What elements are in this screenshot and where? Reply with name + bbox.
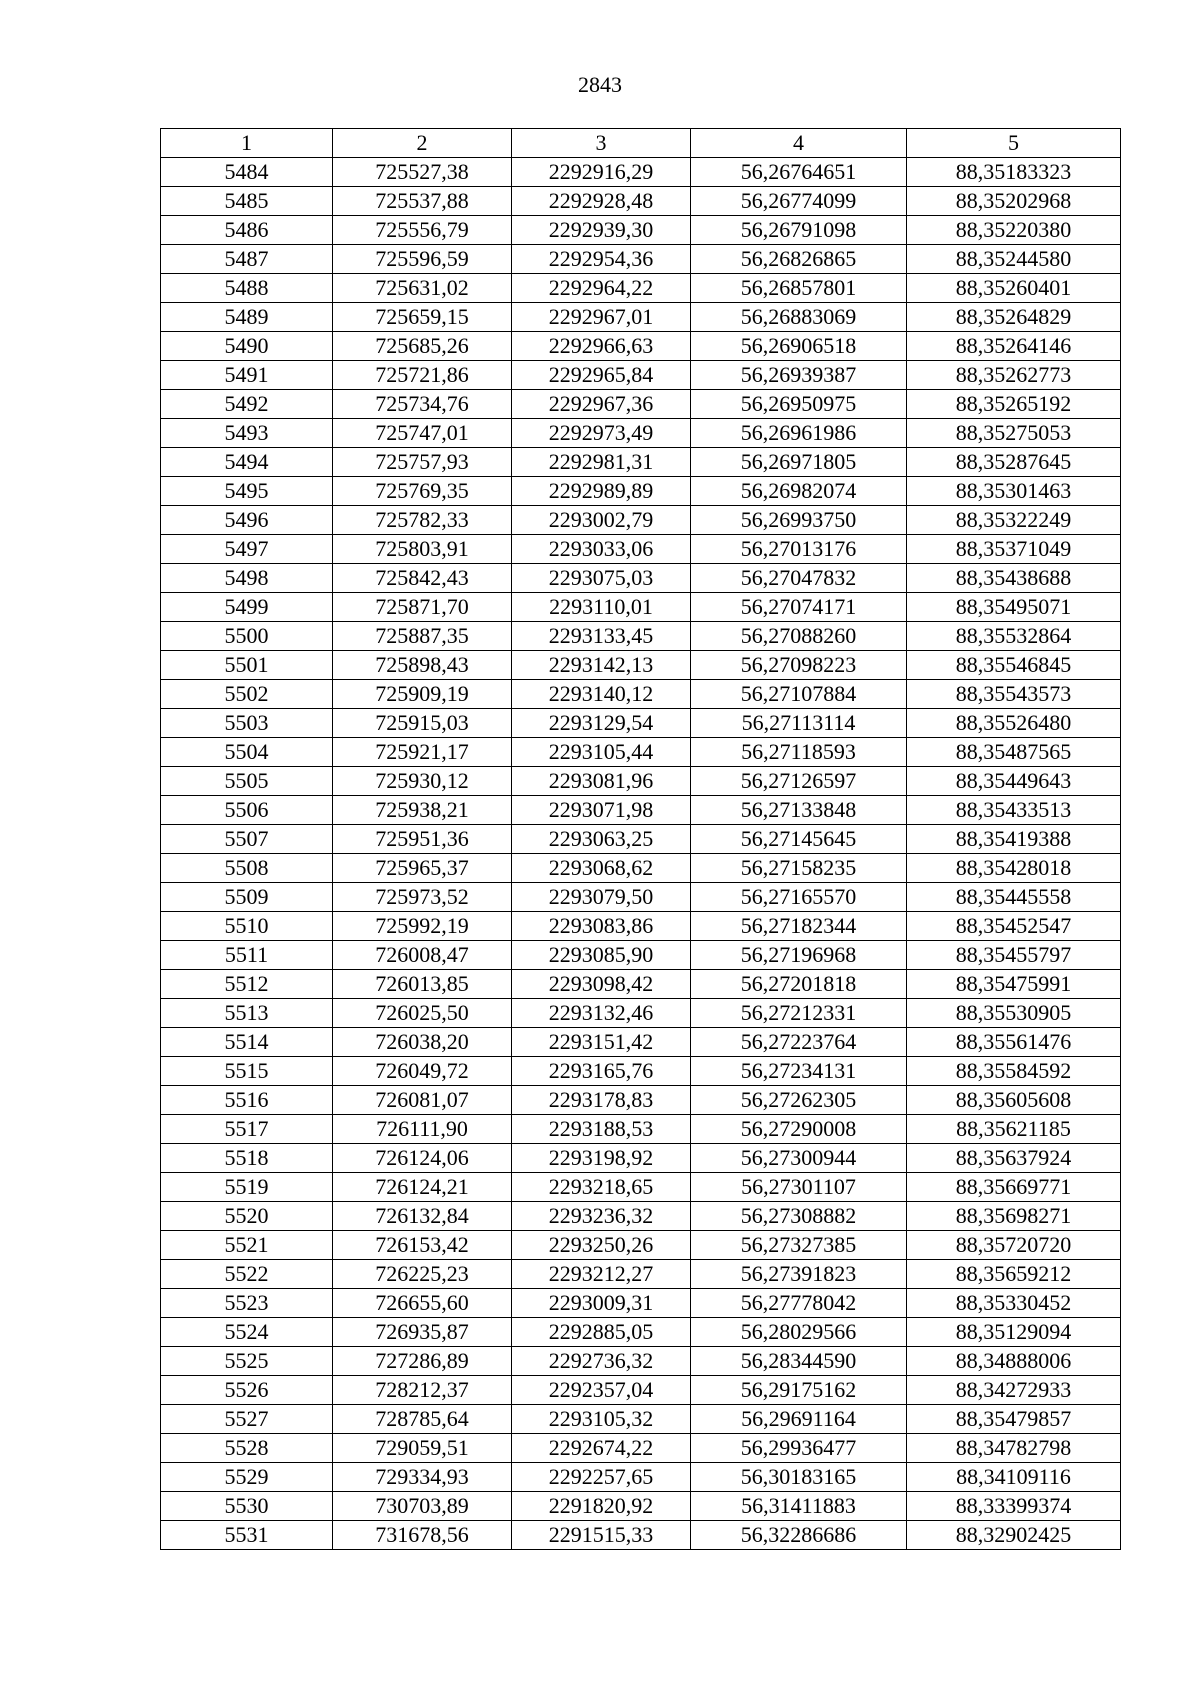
table-row — [161, 1463, 1121, 1492]
table-cell: 725909,19 — [333, 680, 512, 709]
table-cell: 56,26791098 — [691, 216, 907, 245]
table-cell: 56,27212331 — [691, 999, 907, 1028]
table-cell: 2292257,65 — [512, 1463, 691, 1492]
table-row — [161, 506, 1121, 535]
table-cell: 5493 — [161, 419, 333, 448]
table-cell: 88,35445558 — [907, 883, 1121, 912]
table-cell: 726935,87 — [333, 1318, 512, 1347]
table-cell: 56,30183165 — [691, 1463, 907, 1492]
table-cell: 56,26906518 — [691, 332, 907, 361]
table-cell: 56,29691164 — [691, 1405, 907, 1434]
column-header-1: 1 — [161, 129, 333, 158]
table-cell: 88,34782798 — [907, 1434, 1121, 1463]
table-cell: 725747,01 — [333, 419, 512, 448]
table-cell: 56,27013176 — [691, 535, 907, 564]
table-cell: 56,27118593 — [691, 738, 907, 767]
table-cell: 56,27234131 — [691, 1057, 907, 1086]
table-cell: 2293250,26 — [512, 1231, 691, 1260]
table-cell: 56,26883069 — [691, 303, 907, 332]
table-cell: 725659,15 — [333, 303, 512, 332]
table-cell: 5515 — [161, 1057, 333, 1086]
table-cell: 729334,93 — [333, 1463, 512, 1492]
table-cell: 2292916,29 — [512, 158, 691, 187]
table-cell: 2293218,65 — [512, 1173, 691, 1202]
table-cell: 88,35262773 — [907, 361, 1121, 390]
table-cell: 726013,85 — [333, 970, 512, 999]
column-header-2: 2 — [333, 129, 512, 158]
table-cell: 88,35275053 — [907, 419, 1121, 448]
table-cell: 88,35129094 — [907, 1318, 1121, 1347]
table-row — [161, 1144, 1121, 1173]
table-cell: 88,35371049 — [907, 535, 1121, 564]
table-row — [161, 1115, 1121, 1144]
table-row — [161, 1289, 1121, 1318]
table-cell: 56,26971805 — [691, 448, 907, 477]
table-cell: 56,27047832 — [691, 564, 907, 593]
table-cell: 56,27327385 — [691, 1231, 907, 1260]
table-row — [161, 1405, 1121, 1434]
table-cell: 5508 — [161, 854, 333, 883]
table-cell: 5531 — [161, 1521, 333, 1550]
table-row — [161, 680, 1121, 709]
table-cell: 88,35561476 — [907, 1028, 1121, 1057]
table-cell: 5516 — [161, 1086, 333, 1115]
table-cell: 5499 — [161, 593, 333, 622]
table-cell: 56,26961986 — [691, 419, 907, 448]
table-cell: 2292981,31 — [512, 448, 691, 477]
table-cell: 5507 — [161, 825, 333, 854]
table-cell: 88,35669771 — [907, 1173, 1121, 1202]
table-cell: 725803,91 — [333, 535, 512, 564]
table-cell: 88,35264829 — [907, 303, 1121, 332]
table-cell: 725992,19 — [333, 912, 512, 941]
table-cell: 56,27074171 — [691, 593, 907, 622]
table-row — [161, 158, 1121, 187]
table-cell: 5528 — [161, 1434, 333, 1463]
table-row — [161, 1028, 1121, 1057]
table-cell: 88,35202968 — [907, 187, 1121, 216]
table-cell: 56,27778042 — [691, 1289, 907, 1318]
table-cell: 56,27158235 — [691, 854, 907, 883]
table-cell: 2292967,36 — [512, 390, 691, 419]
table-cell: 731678,56 — [333, 1521, 512, 1550]
table-row — [161, 448, 1121, 477]
table-cell: 725973,52 — [333, 883, 512, 912]
table-cell: 56,27196968 — [691, 941, 907, 970]
table-cell: 725951,36 — [333, 825, 512, 854]
table-cell: 2293071,98 — [512, 796, 691, 825]
table-cell: 726655,60 — [333, 1289, 512, 1318]
table-cell: 725965,37 — [333, 854, 512, 883]
table-cell: 726038,20 — [333, 1028, 512, 1057]
table-cell: 5504 — [161, 738, 333, 767]
table-cell: 88,35220380 — [907, 216, 1121, 245]
table-cell: 5503 — [161, 709, 333, 738]
table-cell: 726153,42 — [333, 1231, 512, 1260]
table-row — [161, 796, 1121, 825]
column-header-3: 3 — [512, 129, 691, 158]
table-cell: 5513 — [161, 999, 333, 1028]
table-cell: 5488 — [161, 274, 333, 303]
column-header-4: 4 — [691, 129, 907, 158]
table-cell: 88,35452547 — [907, 912, 1121, 941]
table-cell: 2293133,45 — [512, 622, 691, 651]
table-cell: 88,35322249 — [907, 506, 1121, 535]
table-cell: 88,35698271 — [907, 1202, 1121, 1231]
table-cell: 5524 — [161, 1318, 333, 1347]
table-cell: 727286,89 — [333, 1347, 512, 1376]
table-row — [161, 1318, 1121, 1347]
table-row — [161, 709, 1121, 738]
table-cell: 5525 — [161, 1347, 333, 1376]
table-cell: 2292965,84 — [512, 361, 691, 390]
table-cell: 88,35260401 — [907, 274, 1121, 303]
table-cell: 2292967,01 — [512, 303, 691, 332]
table-cell: 2293165,76 — [512, 1057, 691, 1086]
column-header-5: 5 — [907, 129, 1121, 158]
table-cell: 56,29936477 — [691, 1434, 907, 1463]
table-cell: 2292736,32 — [512, 1347, 691, 1376]
table-cell: 726025,50 — [333, 999, 512, 1028]
table-cell: 5526 — [161, 1376, 333, 1405]
table-cell: 56,27391823 — [691, 1260, 907, 1289]
table-cell: 2291820,92 — [512, 1492, 691, 1521]
table-cell: 2293083,86 — [512, 912, 691, 941]
table-cell: 88,35183323 — [907, 158, 1121, 187]
table-cell: 725898,43 — [333, 651, 512, 680]
table-cell: 56,27290008 — [691, 1115, 907, 1144]
table-row — [161, 970, 1121, 999]
table-cell: 56,26764651 — [691, 158, 907, 187]
table-cell: 2293009,31 — [512, 1289, 691, 1318]
table-cell: 2292885,05 — [512, 1318, 691, 1347]
table-cell: 725938,21 — [333, 796, 512, 825]
table-cell: 88,34109116 — [907, 1463, 1121, 1492]
table-cell: 5496 — [161, 506, 333, 535]
table-row — [161, 332, 1121, 361]
table-cell: 56,27300944 — [691, 1144, 907, 1173]
table-cell: 5510 — [161, 912, 333, 941]
table-row — [161, 390, 1121, 419]
table-cell: 2292357,04 — [512, 1376, 691, 1405]
table-cell: 2292973,49 — [512, 419, 691, 448]
table-cell: 2293198,92 — [512, 1144, 691, 1173]
table-cell: 56,28344590 — [691, 1347, 907, 1376]
table-cell: 5517 — [161, 1115, 333, 1144]
table-cell: 5489 — [161, 303, 333, 332]
table-cell: 56,31411883 — [691, 1492, 907, 1521]
table-cell: 5501 — [161, 651, 333, 680]
table-cell: 88,35605608 — [907, 1086, 1121, 1115]
table-cell: 5490 — [161, 332, 333, 361]
table-cell: 5530 — [161, 1492, 333, 1521]
table-row — [161, 361, 1121, 390]
table-cell: 5487 — [161, 245, 333, 274]
table-cell: 725842,43 — [333, 564, 512, 593]
table-cell: 88,32902425 — [907, 1521, 1121, 1550]
table-row — [161, 1260, 1121, 1289]
table-cell: 5505 — [161, 767, 333, 796]
table-cell: 2293063,25 — [512, 825, 691, 854]
table-row — [161, 1492, 1121, 1521]
table-cell: 56,26826865 — [691, 245, 907, 274]
table-cell: 2292989,89 — [512, 477, 691, 506]
table-row — [161, 1231, 1121, 1260]
table-cell: 56,26982074 — [691, 477, 907, 506]
table-cell: 725871,70 — [333, 593, 512, 622]
table-cell: 56,27301107 — [691, 1173, 907, 1202]
table-cell: 88,35530905 — [907, 999, 1121, 1028]
table-cell: 725757,93 — [333, 448, 512, 477]
table-cell: 728212,37 — [333, 1376, 512, 1405]
table-cell: 2292954,36 — [512, 245, 691, 274]
table-cell: 88,35487565 — [907, 738, 1121, 767]
table-cell: 56,27145645 — [691, 825, 907, 854]
table-cell: 56,26939387 — [691, 361, 907, 390]
table-cell: 725782,33 — [333, 506, 512, 535]
table-cell: 5523 — [161, 1289, 333, 1318]
table-cell: 726081,07 — [333, 1086, 512, 1115]
table-cell: 56,32286686 — [691, 1521, 907, 1550]
table-cell: 2293033,06 — [512, 535, 691, 564]
table-cell: 56,27133848 — [691, 796, 907, 825]
table-cell: 88,35637924 — [907, 1144, 1121, 1173]
table-cell: 88,35287645 — [907, 448, 1121, 477]
table-cell: 88,35330452 — [907, 1289, 1121, 1318]
table-cell: 5520 — [161, 1202, 333, 1231]
table-cell: 5491 — [161, 361, 333, 390]
table-cell: 2293085,90 — [512, 941, 691, 970]
table-cell: 725527,38 — [333, 158, 512, 187]
table-row — [161, 1086, 1121, 1115]
table-cell: 725721,86 — [333, 361, 512, 390]
table-cell: 88,35479857 — [907, 1405, 1121, 1434]
table-row — [161, 1434, 1121, 1463]
table-row — [161, 564, 1121, 593]
table-row — [161, 854, 1121, 883]
table-row — [161, 738, 1121, 767]
table-row — [161, 941, 1121, 970]
table-cell: 5502 — [161, 680, 333, 709]
table-cell: 5529 — [161, 1463, 333, 1492]
table-cell: 5511 — [161, 941, 333, 970]
table-cell: 726225,23 — [333, 1260, 512, 1289]
table-cell: 2293002,79 — [512, 506, 691, 535]
table-cell: 56,27201818 — [691, 970, 907, 999]
table-cell: 2293105,32 — [512, 1405, 691, 1434]
table-row — [161, 419, 1121, 448]
table-cell: 88,35264146 — [907, 332, 1121, 361]
table-cell: 56,27107884 — [691, 680, 907, 709]
table-cell: 725887,35 — [333, 622, 512, 651]
table-cell: 2293212,27 — [512, 1260, 691, 1289]
table-cell: 56,27113114 — [691, 709, 907, 738]
table-row — [161, 1521, 1121, 1550]
table-row — [161, 651, 1121, 680]
table-row — [161, 1057, 1121, 1086]
table-cell: 725596,59 — [333, 245, 512, 274]
table-cell: 730703,89 — [333, 1492, 512, 1521]
table-cell: 725930,12 — [333, 767, 512, 796]
table-row — [161, 1347, 1121, 1376]
table-cell: 56,27088260 — [691, 622, 907, 651]
table-cell: 2293142,13 — [512, 651, 691, 680]
table-cell: 5498 — [161, 564, 333, 593]
table-cell: 5506 — [161, 796, 333, 825]
table-cell: 88,35546845 — [907, 651, 1121, 680]
table-cell: 56,26857801 — [691, 274, 907, 303]
table-cell: 2291515,33 — [512, 1521, 691, 1550]
table-row — [161, 622, 1121, 651]
table-row — [161, 245, 1121, 274]
table-cell: 88,35526480 — [907, 709, 1121, 738]
table-row — [161, 303, 1121, 332]
table-cell: 2293075,03 — [512, 564, 691, 593]
table-cell: 88,35543573 — [907, 680, 1121, 709]
table-cell: 5512 — [161, 970, 333, 999]
table-cell: 5495 — [161, 477, 333, 506]
table-row — [161, 767, 1121, 796]
table-cell: 2293129,54 — [512, 709, 691, 738]
table-cell: 88,35428018 — [907, 854, 1121, 883]
table-cell: 88,35584592 — [907, 1057, 1121, 1086]
table-cell: 5484 — [161, 158, 333, 187]
table-cell: 88,35449643 — [907, 767, 1121, 796]
table-cell: 2292939,30 — [512, 216, 691, 245]
table-row — [161, 1376, 1121, 1405]
table-cell: 56,27262305 — [691, 1086, 907, 1115]
table-cell: 56,29175162 — [691, 1376, 907, 1405]
table-cell: 2293081,96 — [512, 767, 691, 796]
table-row — [161, 187, 1121, 216]
table-cell: 88,35455797 — [907, 941, 1121, 970]
table-cell: 2292928,48 — [512, 187, 691, 216]
table-cell: 726111,90 — [333, 1115, 512, 1144]
table-cell: 88,35495071 — [907, 593, 1121, 622]
table-cell: 2293105,44 — [512, 738, 691, 767]
table-cell: 726008,47 — [333, 941, 512, 970]
table-cell: 726049,72 — [333, 1057, 512, 1086]
table-cell: 56,27165570 — [691, 883, 907, 912]
table-cell: 2293068,62 — [512, 854, 691, 883]
table-cell: 725921,17 — [333, 738, 512, 767]
table-cell: 88,34888006 — [907, 1347, 1121, 1376]
table-row — [161, 999, 1121, 1028]
table-row — [161, 1202, 1121, 1231]
table-cell: 2293151,42 — [512, 1028, 691, 1057]
table-row — [161, 1173, 1121, 1202]
table-cell: 2293110,01 — [512, 593, 691, 622]
table-cell: 88,35532864 — [907, 622, 1121, 651]
table-cell: 88,34272933 — [907, 1376, 1121, 1405]
table-cell: 88,35720720 — [907, 1231, 1121, 1260]
page-number: 2843 — [578, 72, 622, 97]
table-cell: 5527 — [161, 1405, 333, 1434]
table-cell: 725685,26 — [333, 332, 512, 361]
table-cell: 5518 — [161, 1144, 333, 1173]
table-cell: 5486 — [161, 216, 333, 245]
header-row — [161, 129, 1121, 158]
table-cell: 725537,88 — [333, 187, 512, 216]
table-cell: 5514 — [161, 1028, 333, 1057]
table-cell: 2293079,50 — [512, 883, 691, 912]
table-cell: 728785,64 — [333, 1405, 512, 1434]
table-cell: 5500 — [161, 622, 333, 651]
table-cell: 2292964,22 — [512, 274, 691, 303]
table-cell: 726132,84 — [333, 1202, 512, 1231]
table-row — [161, 825, 1121, 854]
table-cell: 5494 — [161, 448, 333, 477]
table-row — [161, 216, 1121, 245]
table-row — [161, 535, 1121, 564]
table-cell: 725915,03 — [333, 709, 512, 738]
table-cell: 2293098,42 — [512, 970, 691, 999]
table-cell: 5492 — [161, 390, 333, 419]
table-row — [161, 477, 1121, 506]
table-cell: 725769,35 — [333, 477, 512, 506]
table-cell: 56,28029566 — [691, 1318, 907, 1347]
table-cell: 56,27308882 — [691, 1202, 907, 1231]
table-row — [161, 274, 1121, 303]
table-cell: 88,35438688 — [907, 564, 1121, 593]
table-cell: 725734,76 — [333, 390, 512, 419]
table-cell: 88,35475991 — [907, 970, 1121, 999]
table-cell: 88,35265192 — [907, 390, 1121, 419]
table-cell: 5519 — [161, 1173, 333, 1202]
table-cell: 88,35244580 — [907, 245, 1121, 274]
table-cell: 2293236,32 — [512, 1202, 691, 1231]
table-row — [161, 593, 1121, 622]
table-cell: 5485 — [161, 187, 333, 216]
table-cell: 56,26950975 — [691, 390, 907, 419]
table-cell: 726124,21 — [333, 1173, 512, 1202]
table-cell: 2293132,46 — [512, 999, 691, 1028]
table-body — [161, 158, 1121, 1550]
table-cell: 88,35659212 — [907, 1260, 1121, 1289]
table-cell: 725556,79 — [333, 216, 512, 245]
table-cell: 2292966,63 — [512, 332, 691, 361]
table-cell: 5497 — [161, 535, 333, 564]
table-cell: 56,27182344 — [691, 912, 907, 941]
table-cell: 88,35419388 — [907, 825, 1121, 854]
table-cell: 726124,06 — [333, 1144, 512, 1173]
table-cell: 5521 — [161, 1231, 333, 1260]
table-header — [161, 129, 1121, 158]
table-cell: 5509 — [161, 883, 333, 912]
table-cell: 56,27223764 — [691, 1028, 907, 1057]
table-cell: 5522 — [161, 1260, 333, 1289]
table-cell: 88,33399374 — [907, 1492, 1121, 1521]
table-cell: 56,27126597 — [691, 767, 907, 796]
table-cell: 725631,02 — [333, 274, 512, 303]
coordinates-table — [160, 128, 1121, 1550]
table-cell: 2293178,83 — [512, 1086, 691, 1115]
table-cell: 56,27098223 — [691, 651, 907, 680]
table-cell: 729059,51 — [333, 1434, 512, 1463]
table-cell: 2293188,53 — [512, 1115, 691, 1144]
table-cell: 56,26774099 — [691, 187, 907, 216]
table-cell: 88,35301463 — [907, 477, 1121, 506]
table-cell: 88,35621185 — [907, 1115, 1121, 1144]
table-cell: 88,35433513 — [907, 796, 1121, 825]
table-row — [161, 912, 1121, 941]
table-cell: 2292674,22 — [512, 1434, 691, 1463]
table-row — [161, 883, 1121, 912]
table-cell: 2293140,12 — [512, 680, 691, 709]
table-cell: 56,26993750 — [691, 506, 907, 535]
